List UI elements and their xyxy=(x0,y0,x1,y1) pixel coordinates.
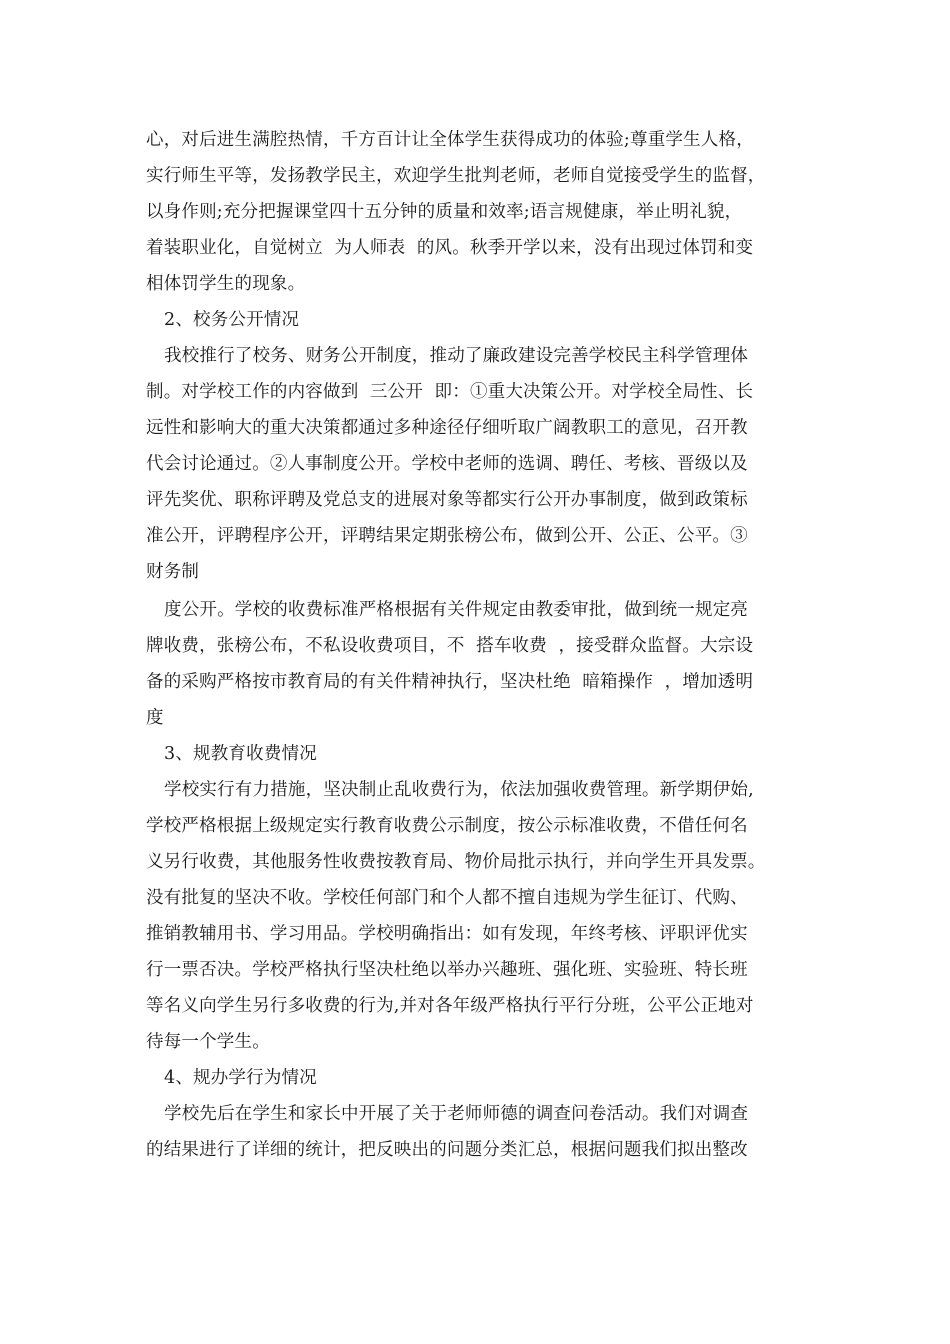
body-text-line: 没有批复的坚决不收。学校任何部门和个人都不擅自违规为学生征订、代购、 xyxy=(146,888,748,908)
body-text-line: 等名义向学生另行多收费的行为,并对各年级严格执行平行分班，公平公正地对 xyxy=(146,996,754,1016)
body-text-line: 以身作则;充分把握课堂四十五分钟的质量和效率;语言规健康，举止明礼貌， xyxy=(146,202,743,222)
body-text-line: 我校推行了校务、财务公开制度，推动了廉政建设完善学校民主科学管理体 xyxy=(164,346,749,366)
body-text-line: 财务制 xyxy=(146,562,200,582)
body-text-line: 学校实行有力措施，坚决制止乱收费行为，依法加强收费管理。新学期伊始, xyxy=(164,780,754,800)
body-text-line: 行一票否决。学校严格执行坚决杜绝以举办兴趣班、强化班、实验班、特长班 xyxy=(146,960,748,980)
body-text-line: 评先奖优、职称评聘及党总支的进展对象等都实行公开办事制度，做到政策标 xyxy=(146,490,748,510)
body-text-line: 代会讨论通过。②人事制度公开。学校中老师的选调、聘任、考核、晋级以及 xyxy=(146,454,748,474)
body-text-line: 待每一个学生。 xyxy=(146,1032,270,1052)
body-text-line: 义另行收费，其他服务性收费按教育局、物价局批示执行，并向学生开具发票。 xyxy=(146,852,766,872)
body-text-line: 牌收费，张榜公布，不私设收费项目，不 搭车收费 ，接受群众监督。大宗设 xyxy=(146,636,754,656)
section-heading: 4、规办学行为情况 xyxy=(164,1068,317,1088)
body-text-line: 相体罚学生的现象。 xyxy=(146,274,306,294)
body-text-line: 度公开。学校的收费标准严格根据有关件规定由教委审批，做到统一规定亮 xyxy=(164,600,749,620)
body-text-line: 着装职业化，自觉树立 为人师表 的风。秋季开学以来，没有出现过体罚和变 xyxy=(146,238,754,258)
section-heading: 2、校务公开情况 xyxy=(164,310,300,330)
section-heading: 3、规教育收费情况 xyxy=(164,744,317,764)
body-text-line: 推销教辅用书、学习用品。学校明确指出：如有发现，年终考核、评职评优实 xyxy=(146,924,748,944)
body-text-line: 备的采购严格按市教育局的有关件精神执行，坚决杜绝 暗箱操作 ，增加透明 xyxy=(146,672,754,692)
body-text-line: 度 xyxy=(146,708,164,728)
body-text-line: 实行师生平等，发扬教学民主，欢迎学生批判老师，老师自觉接受学生的监督， xyxy=(146,166,766,186)
body-text-line: 心，对后进生满腔热情，千方百计让全体学生获得成功的体验;尊重学生人格， xyxy=(146,130,754,150)
body-text-line: 远性和影响大的重大决策都通过多种途径仔细听取广阔教职工的意见，召开教 xyxy=(146,418,748,438)
body-text-line: 准公开，评聘程序公开，评聘结果定期张榜公布，做到公开、公正、公平。③ xyxy=(146,526,748,546)
body-text-line: 学校严格根据上级规定实行教育收费公示制度，按公示标准收费，不借任何名 xyxy=(146,816,748,836)
body-text-line: 制。对学校工作的内容做到 三公开 即：①重大决策公开。对学校全局性、长 xyxy=(146,382,754,402)
body-text-line: 学校先后在学生和家长中开展了关于老师师德的调查问卷活动。我们对调查 xyxy=(164,1104,749,1124)
body-text-line: 的结果进行了详细的统计，把反映出的问题分类汇总，根据问题我们拟出整改 xyxy=(146,1140,748,1160)
